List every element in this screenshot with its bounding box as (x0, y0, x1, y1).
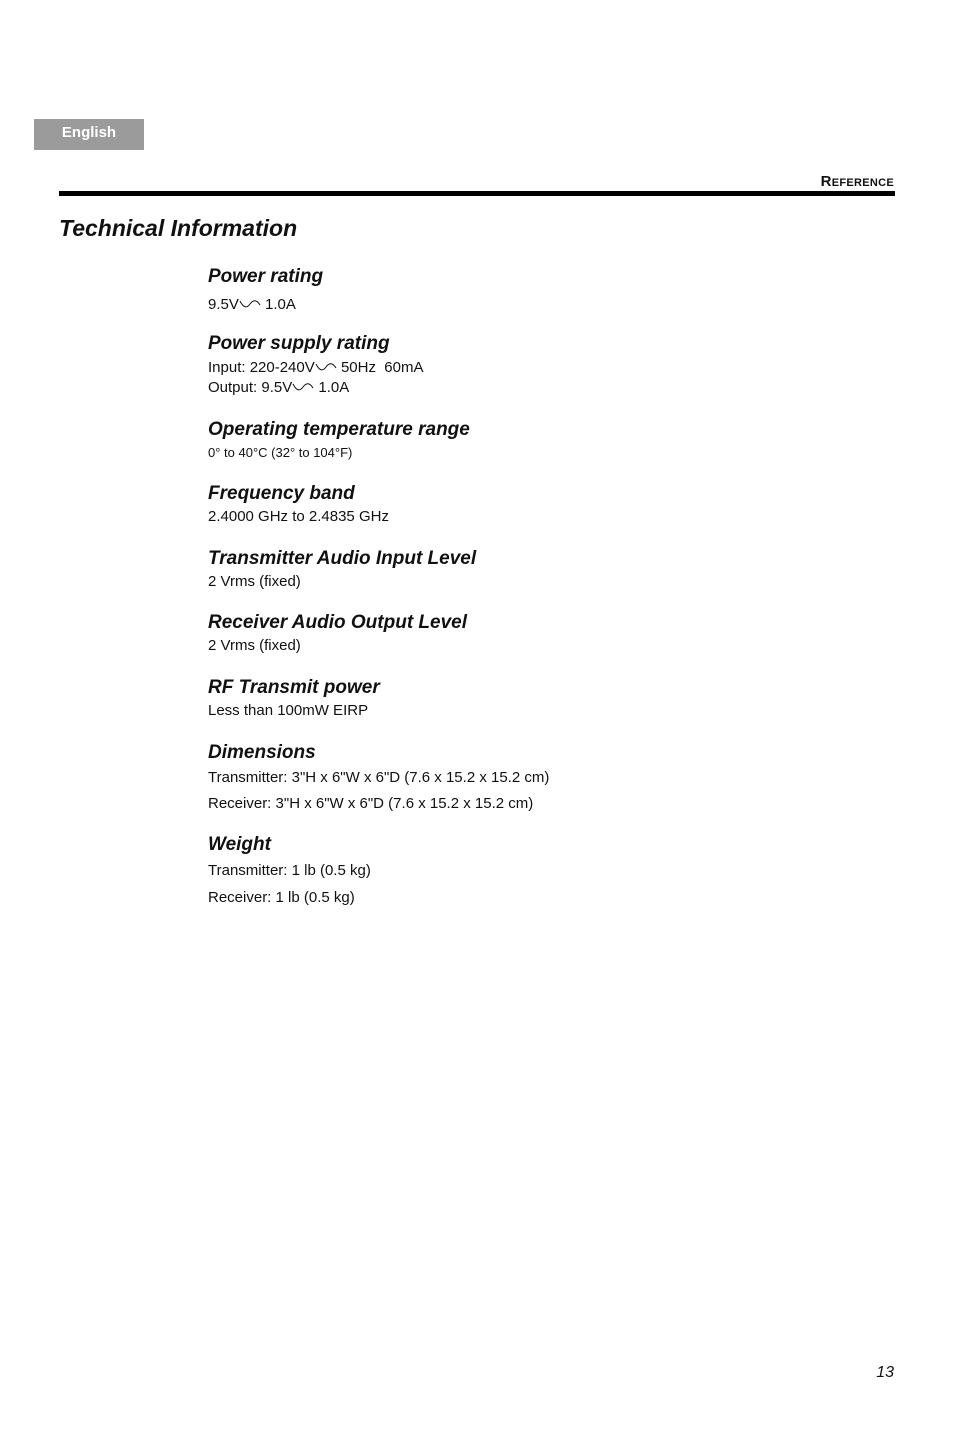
spec-heading: Power rating (208, 266, 324, 287)
page-title: Technical Information (59, 215, 298, 241)
spec-heading: Transmitter Audio Input Level (208, 548, 477, 569)
spec-heading: Receiver Audio Output Level (208, 612, 468, 633)
spec-heading: Frequency band (208, 483, 355, 504)
spec-value (208, 295, 848, 315)
spec-temperature (208, 417, 848, 481)
page-number: 13 (876, 1364, 894, 1381)
spec-heading: Operating temperature range (208, 419, 470, 440)
spec-heading: RF Transmit power (208, 677, 380, 698)
spec-dimensions (208, 740, 848, 832)
spec-frequency (208, 481, 848, 546)
spec-value-transmitter: Transmitter: 1 lb (0.5 kg) (208, 862, 371, 879)
spec-value: Less than 100mW EIRP (208, 702, 369, 719)
output-prefix: Output: 9.5V (208, 379, 293, 396)
spec-value: 0° to 40°C (32° to 104°F) (208, 445, 353, 460)
input-prefix: Input: 220-240V (208, 359, 315, 376)
ac-wave-icon (292, 382, 314, 392)
spec-value: 2.4000 GHz to 2.4835 GHz (208, 508, 389, 525)
spec-heading: Power supply rating (208, 333, 390, 354)
output-suffix: 1.0A (318, 379, 350, 396)
spec-weight (208, 832, 848, 912)
spec-rf-power (208, 675, 848, 740)
spec-value-volt: 9.5V (208, 296, 239, 313)
spec-value-amp: 1.0A (265, 296, 296, 313)
spec-rx-output-level (208, 610, 848, 675)
section-label: Reference (820, 173, 894, 190)
spec-power-rating (208, 264, 848, 331)
ac-wave-icon (239, 299, 261, 309)
spec-heading: Weight (208, 834, 271, 855)
spec-value: 2 Vrms (fixed) (208, 637, 301, 654)
ac-wave-icon (315, 362, 337, 372)
header-rule (59, 191, 895, 196)
spec-value-receiver: Receiver: 3"H x 6"W x 6"D (7.6 x 15.2 x 15.2 cm) (208, 795, 534, 812)
spec-value-transmitter: Transmitter: 3"H x 6"W x 6"D (7.6 x 15.2 x 15.2 cm) (208, 769, 550, 786)
spec-heading: Dimensions (208, 742, 316, 763)
spec-value-input (208, 358, 848, 378)
spec-tx-input-level (208, 546, 848, 610)
spec-power-supply (208, 331, 848, 417)
language-tab: English (34, 119, 144, 150)
spec-list (208, 264, 848, 912)
input-suffix: 50Hz 60mA (340, 359, 424, 376)
spec-value-output (208, 378, 848, 398)
spec-value: 2 Vrms (fixed) (208, 573, 301, 590)
spec-value-receiver: Receiver: 1 lb (0.5 kg) (208, 889, 355, 906)
